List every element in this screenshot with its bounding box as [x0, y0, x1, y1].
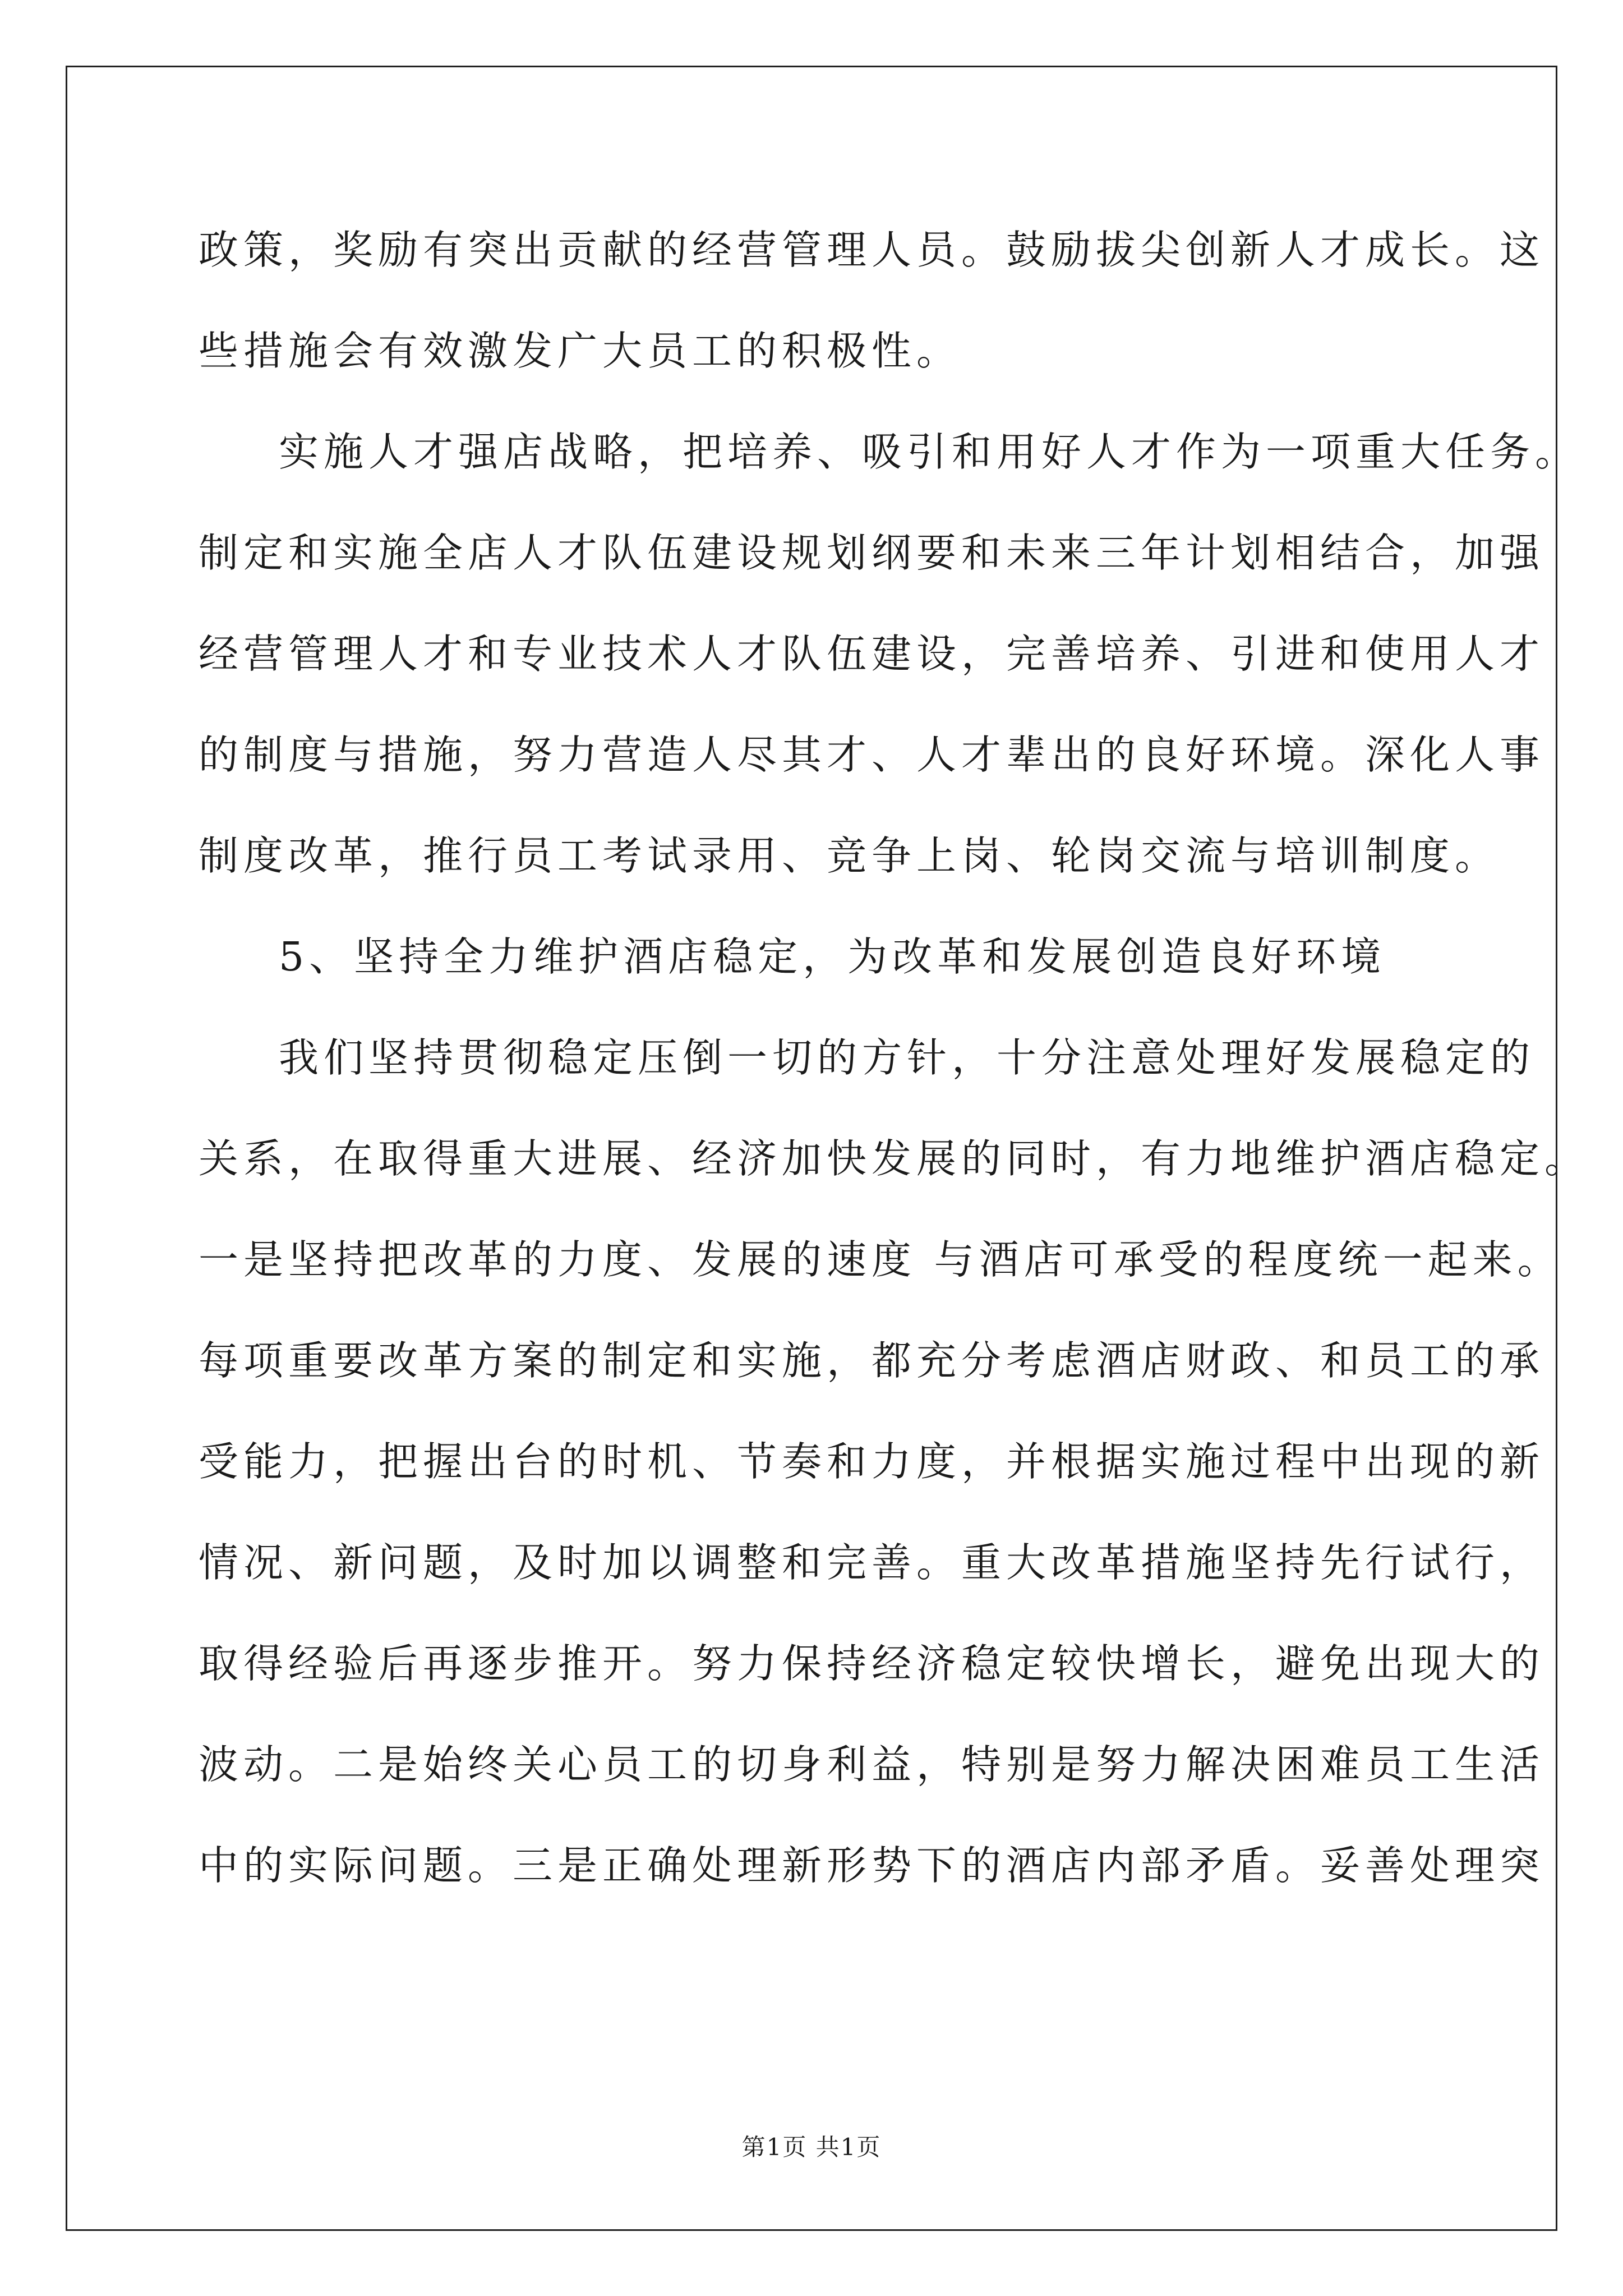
text-line: 每项重要改革方案的制定和实施，都充分考虑酒店财政、和员工的承	[199, 1337, 1545, 1384]
paragraph-first-line: 我们坚持贯彻稳定压倒一切的方针，十分注意处理好发展稳定的	[279, 1034, 1536, 1081]
paragraph-first-line: 实施人才强店战略，把培养、吸引和用好人才作为一项重大任务。	[279, 429, 1580, 475]
text-line: 政策，奖励有突出贡献的经营管理人员。鼓励拔尖创新人才成长。这	[199, 227, 1545, 273]
text-line: 取得经验后再逐步推开。努力保持经济稳定较快增长，避免出现大的	[199, 1640, 1545, 1687]
text-line: 波动。二是始终关心员工的切身利益，特别是努力解决困难员工生活	[199, 1741, 1545, 1788]
text-line: 些措施会有效激发广大员工的积极性。	[199, 328, 962, 374]
text-line: 制定和实施全店人才队伍建设规划纲要和未来三年计划相结合，加强	[199, 530, 1545, 576]
text-line: 制度改革，推行员工考试录用、竞争上岗、轮岗交流与培训制度。	[199, 832, 1500, 879]
page-footer: 第1页 共1页	[741, 2133, 882, 2161]
text-line: 中的实际问题。三是正确处理新形势下的酒店内部矛盾。妥善处理突	[199, 1842, 1545, 1889]
text-line: 的制度与措施，努力营造人尽其才、人才辈出的良好环境。深化人事	[199, 731, 1545, 778]
text-line: 一是坚持把改革的力度、发展的速度 与酒店可承受的程度统一起来。	[199, 1236, 1562, 1283]
text-line: 关系，在取得重大进展、经济加快发展的同时，有力地维护酒店稳定。	[199, 1135, 1590, 1182]
section-heading: 5、坚持全力维护酒店稳定，为改革和发展创造良好环境	[279, 933, 1386, 980]
text-line: 受能力，把握出台的时机、节奏和力度，并根据实施过程中出现的新	[199, 1438, 1545, 1485]
text-line: 经营管理人才和专业技术人才队伍建设，完善培养、引进和使用人才	[199, 631, 1545, 677]
text-line: 情况、新问题，及时加以调整和完善。重大改革措施坚持先行试行，	[199, 1539, 1545, 1586]
